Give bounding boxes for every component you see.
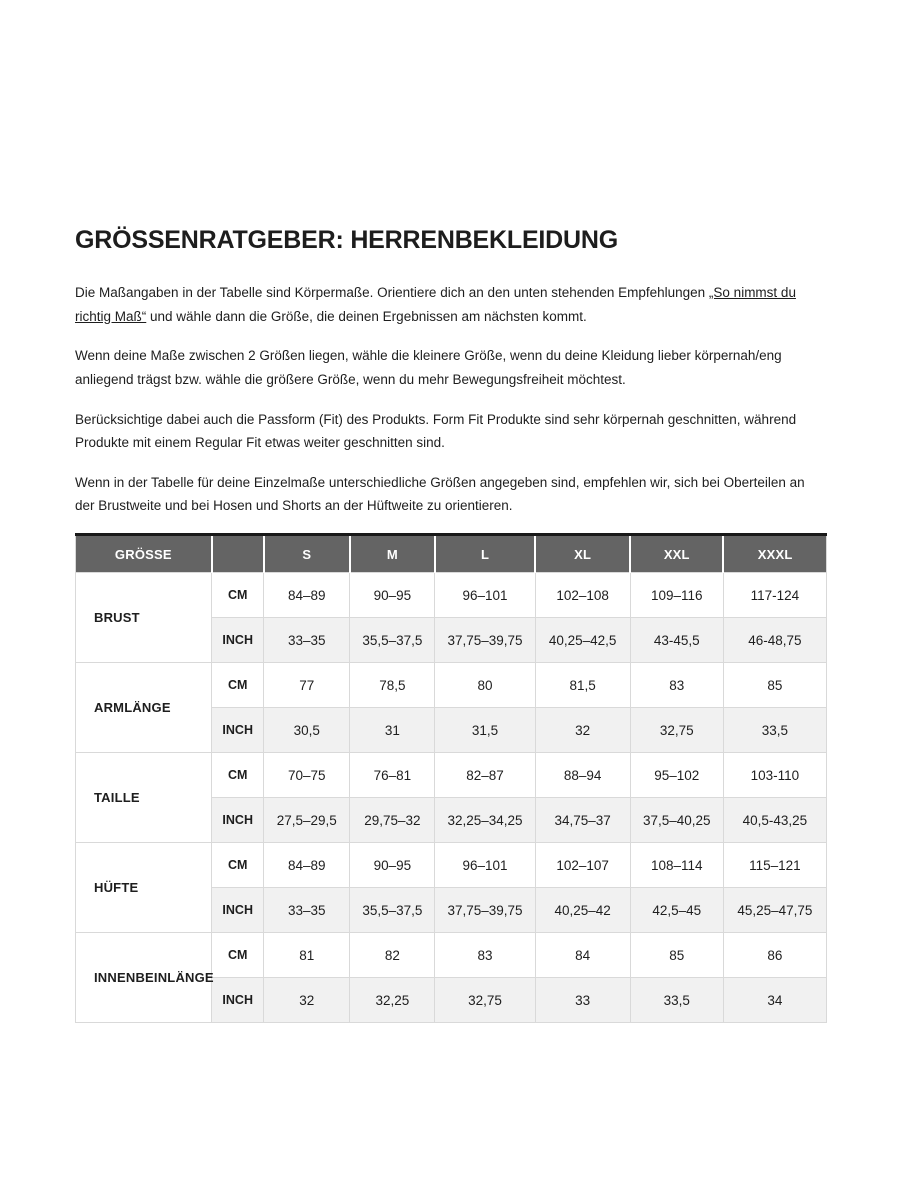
size-cell: 86 — [723, 933, 826, 978]
table-row-taille-cm — [76, 753, 827, 798]
size-cell: 95–102 — [630, 753, 723, 798]
row-label-armlaenge: ARMLÄNGE — [76, 663, 212, 753]
size-cell: 30,5 — [264, 708, 350, 753]
size-cell: 46-48,75 — [723, 618, 826, 663]
size-cell: 84–89 — [264, 573, 350, 618]
size-cell: 70–75 — [264, 753, 350, 798]
unit-label-inch: INCH — [212, 798, 264, 843]
size-cell: 31,5 — [435, 708, 535, 753]
size-cell: 83 — [435, 933, 535, 978]
size-cell: 77 — [264, 663, 350, 708]
size-cell: 117-124 — [723, 573, 826, 618]
size-cell: 34,75–37 — [535, 798, 630, 843]
header-size-xxl: XXL — [630, 535, 723, 573]
size-cell: 43-45,5 — [630, 618, 723, 663]
size-cell: 32,25 — [350, 978, 435, 1023]
size-cell: 84 — [535, 933, 630, 978]
size-cell: 109–116 — [630, 573, 723, 618]
header-blank — [212, 535, 264, 573]
size-cell: 108–114 — [630, 843, 723, 888]
size-cell: 115–121 — [723, 843, 826, 888]
size-cell: 45,25–47,75 — [723, 888, 826, 933]
size-cell: 42,5–45 — [630, 888, 723, 933]
size-cell: 103-110 — [723, 753, 826, 798]
size-cell: 102–107 — [535, 843, 630, 888]
header-size-xxxl: XXXL — [723, 535, 826, 573]
size-cell: 96–101 — [435, 573, 535, 618]
size-cell: 85 — [630, 933, 723, 978]
size-cell: 33–35 — [264, 618, 350, 663]
header-size-s: S — [264, 535, 350, 573]
size-cell: 32,75 — [435, 978, 535, 1023]
size-cell: 40,25–42,5 — [535, 618, 630, 663]
table-row-brust-cm — [76, 573, 827, 618]
size-cell: 88–94 — [535, 753, 630, 798]
unit-label-cm: CM — [212, 573, 264, 618]
size-cell: 81,5 — [535, 663, 630, 708]
intro-paragraph-3: Berücksichtige dabei auch die Passform (Fit) des Produkts. Form Fit Produkte sind sehr körpernah geschnitten, während Produkte mit einem Regular Fit etwas weiter geschnitten sind. — [75, 411, 797, 451]
size-cell: 76–81 — [350, 753, 435, 798]
size-cell: 33–35 — [264, 888, 350, 933]
size-cell: 80 — [435, 663, 535, 708]
size-cell: 32,25–34,25 — [435, 798, 535, 843]
unit-label-inch: INCH — [212, 708, 264, 753]
size-cell: 31 — [350, 708, 435, 753]
unit-label-cm: CM — [212, 843, 264, 888]
size-cell: 102–108 — [535, 573, 630, 618]
size-chart-table — [75, 533, 827, 1023]
intro-paragraph-1-text: Die Maßangaben in der Tabelle sind Körpermaße. Orientiere dich an den unten stehenden Empfehlungen — [75, 285, 709, 300]
header-size-l: L — [435, 535, 535, 573]
table-header-row — [76, 535, 827, 573]
size-cell: 27,5–29,5 — [264, 798, 350, 843]
unit-label-inch: INCH — [212, 618, 264, 663]
table-row-huefte-cm — [76, 843, 827, 888]
size-cell: 82 — [350, 933, 435, 978]
size-cell: 37,5–40,25 — [630, 798, 723, 843]
table-row-innenbeinlaenge-cm — [76, 933, 827, 978]
unit-label-cm: CM — [212, 933, 264, 978]
size-cell: 33,5 — [723, 708, 826, 753]
size-cell: 90–95 — [350, 573, 435, 618]
size-cell: 81 — [264, 933, 350, 978]
header-groesse: GRÖSSE — [76, 535, 212, 573]
size-cell: 33,5 — [630, 978, 723, 1023]
size-cell: 35,5–37,5 — [350, 888, 435, 933]
size-cell: 35,5–37,5 — [350, 618, 435, 663]
row-label-taille: TAILLE — [76, 753, 212, 843]
size-cell: 82–87 — [435, 753, 535, 798]
size-cell: 34 — [723, 978, 826, 1023]
how-to-measure-link[interactable]: „So nimmst du richtig Maß“ — [75, 285, 796, 324]
row-label-brust: BRUST — [76, 573, 212, 663]
table-row-armlaenge-cm — [76, 663, 827, 708]
size-cell: 37,75–39,75 — [435, 618, 535, 663]
size-cell: 78,5 — [350, 663, 435, 708]
size-cell: 37,75–39,75 — [435, 888, 535, 933]
size-cell: 40,5-43,25 — [723, 798, 826, 843]
intro-paragraph-1 — [75, 281, 827, 328]
size-cell: 32 — [535, 708, 630, 753]
intro-paragraph-2: Wenn deine Maße zwischen 2 Größen liegen, wähle die kleinere Größe, wenn du deine Kleidung lieber körpernah/eng anliegend trägst bzw. wähle die größere Größe, wenn du mehr Bewegungsfreiheit möchtest. — [75, 348, 782, 387]
size-cell: 32 — [264, 978, 350, 1023]
size-cell: 32,75 — [630, 708, 723, 753]
size-cell: 96–101 — [435, 843, 535, 888]
header-size-m: M — [350, 535, 435, 573]
unit-label-cm: CM — [212, 753, 264, 798]
row-label-innenbeinlaenge: INNENBEINLÄNGE — [76, 933, 212, 1023]
unit-label-inch: INCH — [212, 978, 264, 1023]
size-cell: 90–95 — [350, 843, 435, 888]
header-size-xl: XL — [535, 535, 630, 573]
size-cell: 40,25–42 — [535, 888, 630, 933]
size-cell: 33 — [535, 978, 630, 1023]
unit-label-inch: INCH — [212, 888, 264, 933]
unit-label-cm: CM — [212, 663, 264, 708]
size-cell: 85 — [723, 663, 826, 708]
row-label-huefte: HÜFTE — [76, 843, 212, 933]
intro-text — [75, 281, 827, 518]
size-cell: 84–89 — [264, 843, 350, 888]
size-cell: 83 — [630, 663, 723, 708]
size-cell: 29,75–32 — [350, 798, 435, 843]
intro-paragraph-1-tail: und wähle dann die Größe, die deinen Ergebnissen am nächsten kommt. — [146, 308, 587, 324]
intro-paragraph-4: Wenn in der Tabelle für deine Einzelmaße unterschiedliche Größen angegeben sind, empfehlen wir, sich bei Oberteilen an der Brustweite und bei Hosen und Shorts an der Hüftweite zu orientieren. — [75, 474, 805, 514]
page-title: GRÖSSENRATGEBER: HERRENBEKLEIDUNG — [75, 226, 618, 254]
